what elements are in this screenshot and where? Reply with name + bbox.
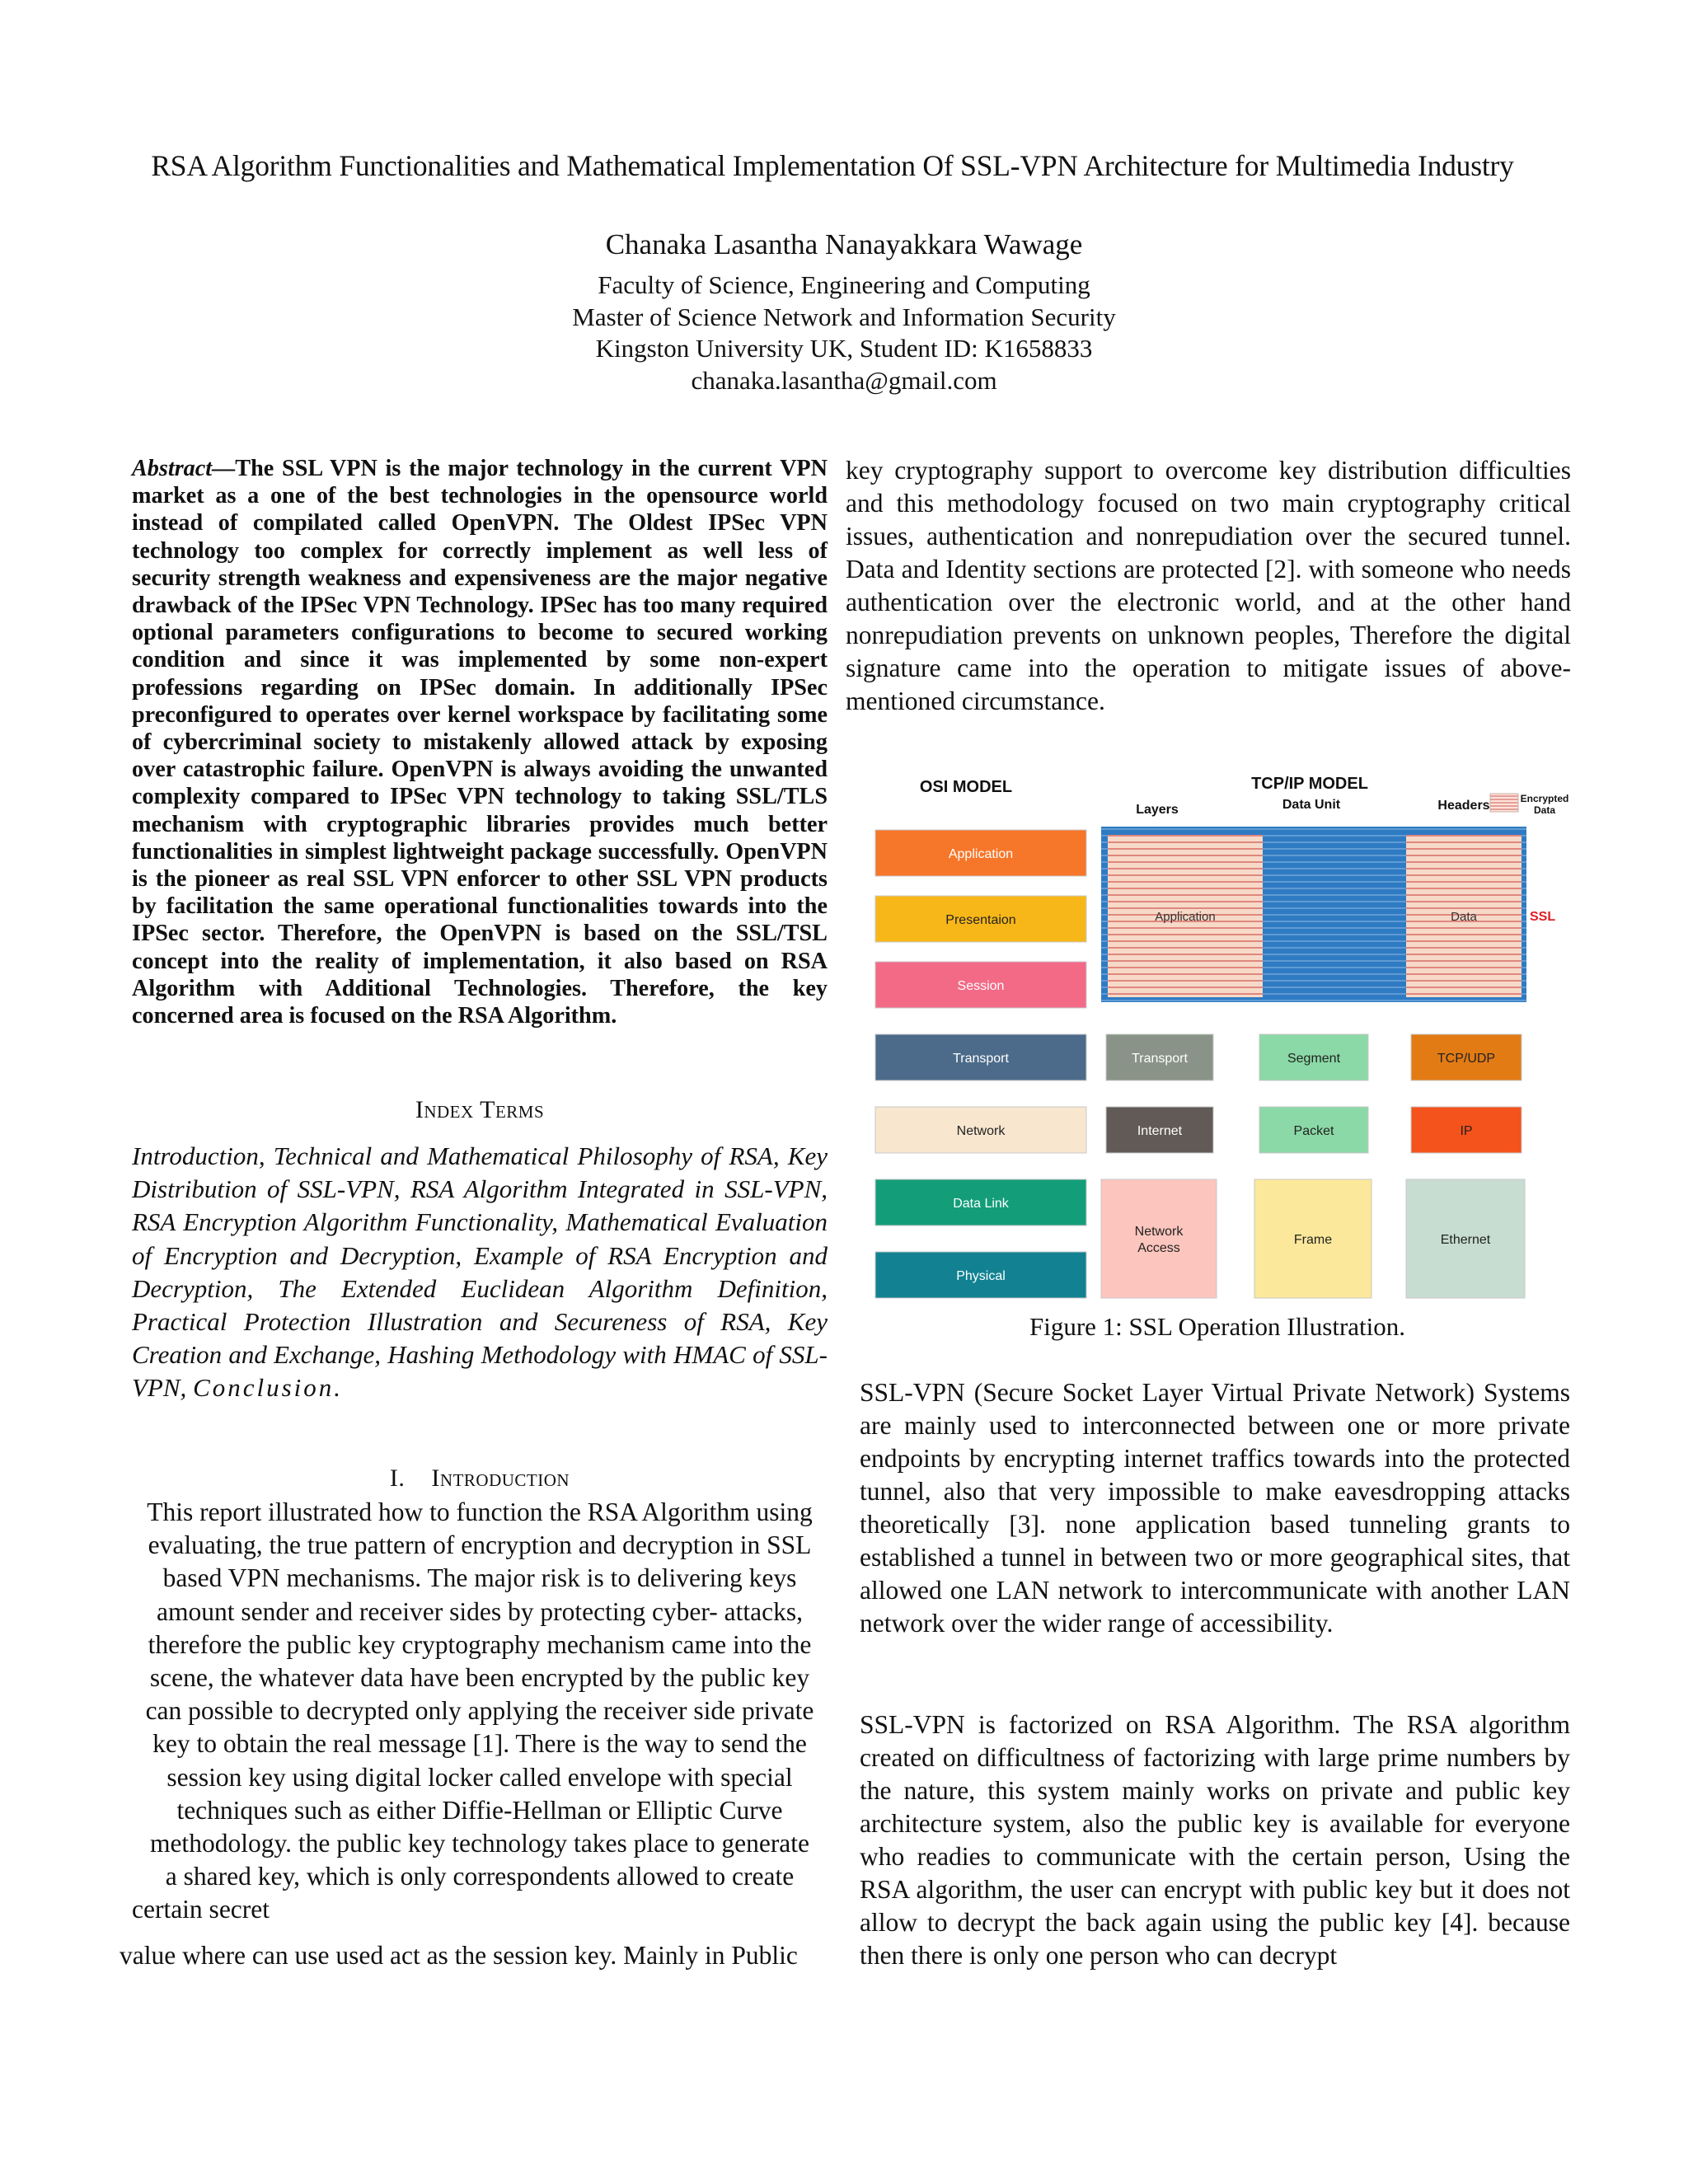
tcpip-cell-label: Network — [1134, 1225, 1184, 1239]
osi-layer-label: Transport — [953, 1052, 1009, 1066]
section-number: I. — [389, 1465, 406, 1492]
osi-layers — [875, 830, 1086, 1298]
paper-title: RSA Algorithm Functionalities and Mathematical Implementation Of SSL-VPN Architecture for Multimedia Industry — [151, 149, 1514, 182]
intro-line: can possible to decrypted only applying the receiver side private — [145, 1696, 814, 1726]
col-headers: Headers — [1437, 799, 1490, 813]
right-paragraph-2: SSL-VPN (Secure Socket Layer Virtual Private Network) Systems are mainly used to interconnected between one or more private endpoints by encrypting internet traffics towards into the protected tunnel, also that very impossible to make eavesdropping attacks theoretically [3]. none application based tunneling grants to established a tunnel in between two or more geographical sites, that allowed one LAN network to intercommunicate with another LAN network over the wider range of accessibility. — [860, 1378, 1570, 1638]
intro-line: certain secret — [132, 1895, 270, 1924]
author-name: Chanaka Lasantha Nanayakkara Wawage — [605, 228, 1083, 260]
affiliation-block — [0, 269, 1688, 396]
tcpip-cell-label: Ethernet — [1440, 1233, 1491, 1247]
tcpip-cell-label: Segment — [1287, 1052, 1341, 1066]
section-title: Introduction — [431, 1465, 570, 1492]
tcpip-rows — [1101, 1034, 1525, 1298]
intro-line: based VPN mechanisms. The major risk is to delivering keys — [162, 1563, 797, 1593]
abstract — [132, 455, 828, 1029]
intro-line: evaluating, the true pattern of encryption and decryption in SSL — [148, 1530, 812, 1560]
osi-model-title: OSI MODEL — [919, 778, 1013, 796]
tcpip-cell-label: Transport — [1132, 1052, 1188, 1066]
intro-line: amount sender and receiver sides by protecting cyber- attacks, — [157, 1596, 803, 1626]
tcpip-cell-label: Frame — [1293, 1233, 1333, 1247]
index-terms-heading: Index Terms — [415, 1096, 545, 1123]
legend-label: Encrypted Data — [1520, 793, 1569, 816]
tcpip-cell-label: Packet — [1293, 1124, 1334, 1138]
tcpip-model-title: TCP/IP MODEL — [1251, 775, 1368, 793]
intro-continuation: value where can use used act as the session key. Mainly in Public — [120, 1941, 798, 1970]
intro-line: key to obtain the real message [1]. There is the way to send the — [152, 1729, 807, 1759]
osi-layer-label: Application — [948, 847, 1014, 861]
author-email: chanaka.lasantha@gmail.com — [691, 365, 997, 395]
intro-line: This report illustrated how to function the RSA Algorithm using — [147, 1497, 813, 1526]
tcpip-cell-label: TCP/UDP — [1437, 1052, 1496, 1066]
osi-layer-label: Presentaion — [945, 913, 1016, 927]
intro-line: therefore the public key cryptography mechanism came into the — [148, 1629, 812, 1659]
osi-layer-label: Session — [957, 979, 1005, 993]
tcpip-cell-label: IP — [1460, 1124, 1473, 1138]
legend-swatch — [1490, 794, 1518, 812]
ssl-label: SSL — [1530, 910, 1556, 924]
osi-layer-label: Data Link — [953, 1197, 1009, 1211]
affiliation-line: Master of Science Network and Information Security — [572, 302, 1116, 331]
right-paragraph-1: key cryptography support to overcome key distribution difficulties and this methodology focused on two main cryptography critical issues, authentication and nonrepudiation over the secured tunnel. Data and Identity sections are protected [2]. with someone who needs authentication over the electronic world, and at the other hand nonrepudiation prevents on unknown peoples, Therefore the digital signature came into the operation to mitigate issues of above-mentioned circumstance. — [846, 456, 1571, 715]
intro-line: scene, the whatever data have been encrypted by the public key — [149, 1663, 810, 1693]
intro-line: a shared key, which is only correspondents allowed to create — [165, 1862, 795, 1891]
intro-line: methodology. the public key technology takes place to generate — [149, 1829, 810, 1858]
figure-caption: Figure 1: SSL Operation Illustration. — [1029, 1312, 1406, 1341]
tcpip-cell — [1101, 1179, 1217, 1298]
tcpip-cell-label: Internet — [1137, 1124, 1183, 1138]
abstract-text: The SSL VPN is the major technology in the current VPN market as a one of the best technologies in the opensource world instead of compilated called OpenVPN. The Oldest IPSec VPN technology too complex for correctly implement as well less of security strength weakness and expensiveness are the major negative drawback of the IPSec VPN Technology. IPSec has too many required optional parameters configurations to become to secured working condition and since it was implemented by some non-expert professions regarding on IPSec domain. In additionally IPSec preconfigured to operates over kernel workspace by facilitating some of cybercriminal society to mistakenly allowed attack by exposing over catastrophic failure. OpenVPN is always avoiding the unwanted complexity compared to IPSec VPN technology to taking SSL/TLS mechanism with cryptographic libraries provides much better functionalities in simplest lightweight package successfully. OpenVPN is the pioneer as real SSL VPN enforcer to other SSL VPN products by facilitation the same operational functionalities towards into the IPSec sector. Therefore, the OpenVPN is based on the SSL/TSL concept into the reality of implementation, it also based on RSA Algorithm with Additional Technologies. Therefore, the key concerned area is focused on the RSA Algorithm. — [132, 456, 828, 1029]
data-box-label: Data — [1451, 910, 1477, 924]
affiliation-line: Kingston University UK, Student ID: K1658833 — [595, 334, 1093, 363]
index-terms-text: Introduction, Technical and Mathematical Philosophy of RSA, Key Distribution of SSL-VPN, RSA Algorithm Integrated in SSL-VPN, RSA Encryption Algorithm Functionality, Mathematical Evaluation of Encryption and Decryption, Example of RSA Encryption and Decryption, The Extended Euclidean Algorithm Definition, Practical Protection Illustration and Secureness of RSA, Key Creation and Exchange, Hashing Methodology with HMAC of SSL-VPN, — [132, 1141, 828, 1403]
col-data-unit: Data Unit — [1282, 798, 1341, 812]
tcpip-cell-label: Access — [1137, 1241, 1180, 1255]
right-paragraph-3: SSL-VPN is factorized on RSA Algorithm. The RSA algorithm created on difficultness of factorizing with large prime numbers by the nature, this system mainly works on private and public key architecture system, also the public key is available for everyone who readies to communicate with the certain person, Using the RSA algorithm, the user can encrypt with public key but it does not allow to decrypt the back again using the public key [4]. because then there is only one person who can decrypt — [860, 1710, 1570, 1970]
application-box-label: Application — [1155, 910, 1216, 924]
abstract-label: Abstract— — [132, 456, 236, 481]
osi-layer-label: Network — [956, 1124, 1006, 1138]
intro-line: techniques such as either Diffie-Hellman or Elliptic Curve — [176, 1795, 783, 1825]
ssl-operation-figure — [860, 762, 1574, 1310]
affiliation-line: Faculty of Science, Engineering and Computing — [598, 270, 1090, 299]
osi-layer-label: Physical — [956, 1269, 1006, 1283]
col-layers: Layers — [1136, 803, 1179, 817]
introduction-heading — [132, 1465, 828, 1493]
intro-line: session key using digital locker called envelope with special — [166, 1762, 793, 1792]
index-terms — [132, 1140, 828, 1405]
index-terms-last: Conclusion. — [193, 1373, 344, 1403]
introduction-body — [132, 1496, 828, 1927]
